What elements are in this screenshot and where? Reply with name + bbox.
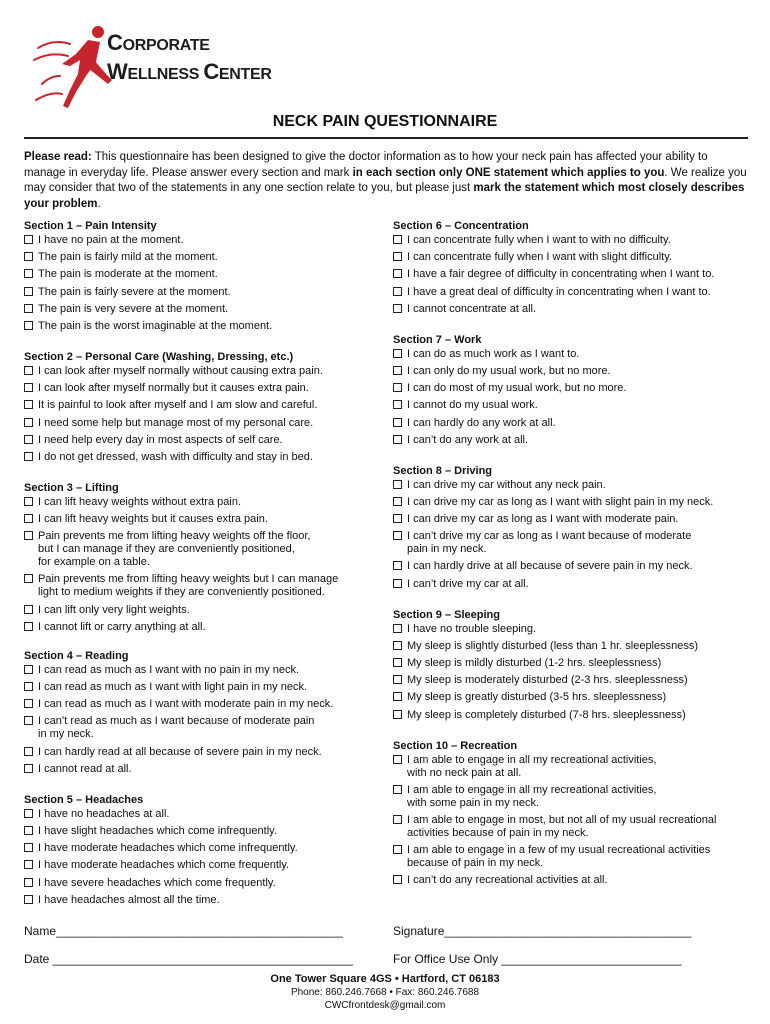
signature-field[interactable]: Signature_____________________________________	[393, 924, 692, 938]
option-label: I can drive my car as long as I want with slight pain in my neck.	[407, 495, 714, 508]
option-label: I can look after myself normally without causing extra pain.	[38, 364, 323, 377]
checkbox[interactable]	[24, 435, 33, 444]
option-label: I am able to engage in all my recreational activities, with some pain in my neck.	[407, 783, 657, 809]
checkbox[interactable]	[393, 418, 402, 427]
question-section	[393, 218, 753, 316]
checkbox[interactable]	[24, 878, 33, 887]
question-section	[393, 738, 753, 888]
option-label: I can drive my car without any neck pain.	[407, 478, 606, 491]
answer-option[interactable]	[24, 715, 384, 741]
contact-info	[0, 973, 770, 1012]
option-label: I have severe headaches which come frequently.	[38, 876, 276, 889]
option-label: I can lift heavy weights without extra pain.	[38, 495, 241, 508]
section-title: Section 3 – Lifting	[24, 481, 119, 494]
answer-option[interactable]	[393, 814, 753, 840]
question-section	[24, 648, 384, 776]
option-label: I have no trouble sleeping.	[407, 622, 537, 635]
option-label: I have no headaches at all.	[38, 807, 170, 820]
option-label: I can concentrate fully when I want to with no difficulty.	[407, 234, 671, 246]
answer-option[interactable]	[24, 621, 384, 634]
option-label: I am able to engage in all my recreational activities, with no neck pain at all.	[407, 753, 657, 779]
option-label: I need help every day in most aspects of self care.	[38, 433, 283, 446]
option-label: I can lift heavy weights but it causes extra pain.	[38, 513, 268, 526]
option-label: I have moderate headaches which come frequently.	[38, 859, 290, 872]
checkbox[interactable]	[24, 252, 33, 261]
answer-option[interactable]	[24, 859, 384, 872]
answer-option[interactable]	[393, 365, 753, 378]
option-label: I do not get dressed, wash with difficulty and stay in bed.	[38, 450, 313, 463]
answer-option[interactable]	[24, 399, 384, 412]
option-label: It is painful to look after myself and I am slow and careful.	[38, 399, 318, 412]
option-label: I cannot read at all.	[38, 762, 132, 775]
answer-option[interactable]	[393, 479, 753, 492]
answer-option[interactable]	[24, 303, 384, 316]
answer-option[interactable]	[393, 674, 753, 687]
checkbox[interactable]	[393, 304, 402, 313]
answer-option[interactable]	[393, 303, 753, 316]
option-label: I cannot lift or carry anything at all.	[38, 620, 206, 633]
checkbox[interactable]	[393, 561, 402, 570]
checkbox[interactable]	[24, 400, 33, 409]
option-label: I can read as much as I want with light pain in my neck.	[38, 681, 308, 693]
checkbox[interactable]	[393, 692, 402, 701]
answer-option[interactable]	[24, 496, 384, 509]
answer-option[interactable]	[24, 234, 384, 247]
checkbox[interactable]	[393, 675, 402, 684]
answer-option[interactable]	[24, 664, 384, 677]
option-label: The pain is fairly mild at the moment.	[38, 251, 218, 264]
checkbox[interactable]	[24, 682, 33, 691]
option-label: The pain is very severe at the moment.	[38, 302, 229, 315]
answer-option[interactable]	[24, 268, 384, 281]
question-section	[393, 332, 753, 447]
checkbox[interactable]	[24, 895, 33, 904]
checkbox[interactable]	[24, 304, 33, 313]
answer-option[interactable]	[393, 399, 753, 412]
left-column	[24, 218, 384, 911]
option-label: I need some help but manage most of my personal care.	[38, 416, 314, 429]
answer-option[interactable]	[24, 251, 384, 264]
checkbox[interactable]	[393, 269, 402, 278]
question-section	[24, 792, 384, 907]
checkbox[interactable]	[393, 755, 402, 764]
answer-option[interactable]	[393, 434, 753, 447]
checkbox[interactable]	[24, 699, 33, 708]
answer-option[interactable]	[24, 877, 384, 890]
section-title: Section 2 – Personal Care (Washing, Dressing, etc.)	[24, 350, 294, 363]
checkbox[interactable]	[393, 252, 402, 261]
question-section	[24, 349, 384, 464]
answer-option[interactable]	[24, 434, 384, 447]
checkbox[interactable]	[393, 235, 402, 244]
option-label: I can drive my car as long as I want with moderate pain.	[407, 513, 679, 526]
right-column	[393, 218, 753, 892]
answer-option[interactable]	[24, 451, 384, 464]
checkbox[interactable]	[393, 383, 402, 392]
checkbox[interactable]	[393, 641, 402, 650]
option-label: I can hardly do any work at all.	[407, 416, 556, 429]
checkbox[interactable]	[393, 497, 402, 506]
checkbox[interactable]	[393, 658, 402, 667]
section-title: Section 6 – Concentration	[393, 220, 529, 232]
checkbox[interactable]	[24, 531, 33, 540]
answer-option[interactable]	[393, 286, 753, 299]
option-label: Pain prevents me from lifting heavy weights but I can manage light to medium weights if they are conveniently positioned.	[38, 573, 339, 599]
answer-option[interactable]	[393, 496, 753, 509]
answer-option[interactable]	[24, 763, 384, 776]
question-section	[24, 480, 384, 634]
answer-option[interactable]	[393, 844, 753, 870]
section-title: Section 5 – Headaches	[24, 793, 144, 806]
option-label: I can lift only very light weights.	[38, 603, 190, 616]
answer-option[interactable]	[393, 691, 753, 704]
option-label: The pain is moderate at the moment.	[38, 268, 218, 281]
section-title: Section 9 – Sleeping	[393, 608, 500, 621]
answer-option[interactable]	[393, 348, 753, 361]
checkbox[interactable]	[393, 480, 402, 489]
answer-option[interactable]	[393, 709, 753, 722]
brand-name: CORPORATE WELLNESS CENTER	[107, 30, 272, 84]
checkbox[interactable]	[24, 764, 33, 773]
checkbox[interactable]	[24, 716, 33, 725]
answer-option[interactable]	[24, 681, 384, 694]
option-label: Pain prevents me from lifting heavy weights off the floor, but I can manage if they are conveniently positioned, for example on a table.	[38, 530, 311, 569]
option-label: I can’t read as much as I want because of moderate pain in my neck.	[38, 715, 315, 741]
answer-option[interactable]	[393, 657, 753, 670]
option-label: My sleep is greatly disturbed (3-5 hrs. sleeplessness)	[407, 691, 667, 704]
section-title: Section 7 – Work	[393, 333, 482, 346]
option-label: I am able to engage in a few of my usual recreational activities because of pain in my neck.	[407, 844, 711, 870]
answer-option[interactable]	[393, 784, 753, 810]
answer-option[interactable]	[24, 513, 384, 526]
answer-option[interactable]	[24, 808, 384, 821]
checkbox[interactable]	[393, 366, 402, 375]
option-label: I can’t do any work at all.	[407, 433, 529, 446]
checkbox[interactable]	[24, 665, 33, 674]
checkbox[interactable]	[24, 235, 33, 244]
option-label: I can hardly read at all because of severe pain in my neck.	[38, 745, 322, 758]
answer-option[interactable]	[393, 530, 753, 556]
answer-option[interactable]	[24, 894, 384, 907]
option-label: I can do as much work as I want to.	[407, 347, 580, 360]
checkbox[interactable]	[24, 366, 33, 375]
address-text: One Tower Square 4GS • Hartford, CT 06183	[270, 973, 500, 985]
question-section	[24, 218, 384, 333]
email-text: CWCfrontdesk@gmail.com	[324, 1000, 446, 1011]
checkbox[interactable]	[24, 497, 33, 506]
checkbox[interactable]	[24, 605, 33, 614]
checkbox[interactable]	[24, 826, 33, 835]
answer-option[interactable]	[393, 268, 753, 281]
option-label: My sleep is completely disturbed (7-8 hrs. sleeplessness)	[407, 708, 686, 721]
checkbox[interactable]	[24, 321, 33, 330]
checkbox[interactable]	[24, 383, 33, 392]
answer-option[interactable]	[24, 825, 384, 838]
answer-option[interactable]	[24, 530, 384, 569]
option-label: The pain is the worst imaginable at the moment.	[38, 319, 273, 332]
name-field[interactable]: Name___________________________________________	[24, 924, 343, 938]
answer-option[interactable]	[393, 417, 753, 430]
checkbox[interactable]	[393, 400, 402, 409]
section-title: Section 4 – Reading	[24, 649, 129, 662]
section-title: Section 8 – Driving	[393, 464, 493, 477]
option-label: I can concentrate fully when I want with slight difficulty.	[407, 251, 672, 264]
answer-option[interactable]	[24, 286, 384, 299]
answer-option[interactable]	[24, 382, 384, 395]
checkbox[interactable]	[393, 435, 402, 444]
answer-option[interactable]	[24, 365, 384, 378]
question-section	[393, 463, 753, 591]
option-label: I have slight headaches which come infrequently.	[38, 824, 277, 837]
option-label: I can hardly drive at all because of severe pain in my neck.	[407, 560, 693, 573]
answer-option[interactable]	[393, 234, 753, 247]
checkbox[interactable]	[393, 624, 402, 633]
option-label: I can’t do any recreational activities at all.	[407, 874, 608, 887]
answer-option[interactable]	[24, 842, 384, 855]
intro-text: Please read: This questionnaire has been designed to give the doctor information as to how your neck pain has affected your ability to manage in everyday life. Please answer every section and mark in each section only ONE statement which applies to you. We realize you may consider that two of the statements in any one section relate to you, but please just mark the statement which most closely describes your problem.	[24, 151, 747, 210]
checkbox[interactable]	[24, 418, 33, 427]
option-label: I can’t drive my car at all.	[407, 577, 529, 590]
option-label: I can read as much as I want with moderate pain in my neck.	[38, 698, 334, 711]
checkbox[interactable]	[393, 845, 402, 854]
title-divider	[24, 137, 748, 139]
answer-option[interactable]	[24, 698, 384, 711]
option-label: The pain is fairly severe at the moment.	[38, 285, 231, 298]
page-title: NECK PAIN QUESTIONNAIRE	[272, 113, 498, 130]
section-title: Section 10 – Recreation	[393, 739, 518, 752]
option-label: My sleep is moderately disturbed (2-3 hrs. sleeplessness)	[407, 674, 688, 687]
option-label: I cannot concentrate at all.	[407, 302, 537, 315]
checkbox[interactable]	[393, 815, 402, 824]
answer-option[interactable]	[24, 604, 384, 617]
answer-option[interactable]	[393, 578, 753, 591]
checkbox[interactable]	[24, 747, 33, 756]
office-use-field[interactable]: For Office Use Only ___________________________	[393, 952, 682, 966]
answer-option[interactable]	[24, 320, 384, 333]
option-label: My sleep is slightly disturbed (less than 1 hr. sleeplessness)	[407, 639, 699, 652]
checkbox[interactable]	[24, 452, 33, 461]
runner-logo-icon	[28, 20, 118, 115]
checkbox[interactable]	[393, 785, 402, 794]
checkbox[interactable]	[24, 860, 33, 869]
answer-option[interactable]	[393, 560, 753, 573]
option-label: I can’t drive my car as long as I want because of moderate pain in my neck.	[407, 530, 692, 556]
phone-text: Phone: 860.246.7668 • Fax: 860.246.7688	[290, 987, 480, 998]
checkbox[interactable]	[24, 622, 33, 631]
answer-option[interactable]	[393, 382, 753, 395]
option-label: I cannot do my usual work.	[407, 399, 538, 412]
section-title: Section 1 – Pain Intensity	[24, 220, 157, 232]
option-label: I have no pain at the moment.	[38, 234, 184, 246]
checkbox[interactable]	[24, 287, 33, 296]
checkbox[interactable]	[24, 843, 33, 852]
option-label: I have moderate headaches which come infrequently.	[38, 842, 298, 855]
checkbox[interactable]	[24, 514, 33, 523]
option-label: I have a fair degree of difficulty in concentrating when I want to.	[407, 268, 715, 281]
checkbox[interactable]	[24, 269, 33, 278]
answer-option[interactable]	[393, 640, 753, 653]
checkbox[interactable]	[24, 574, 33, 583]
question-section	[393, 607, 753, 722]
answer-option[interactable]	[24, 573, 384, 599]
checkbox[interactable]	[393, 514, 402, 523]
checkbox[interactable]	[393, 875, 402, 884]
option-label: I can only do my usual work, but no more.	[407, 364, 611, 377]
option-label: I have a great deal of difficulty in concentrating when I want to.	[407, 285, 711, 298]
date-field[interactable]: Date _____________________________________________	[24, 952, 354, 966]
option-label: I am able to engage in most, but not all of my usual recreational activities because of pain in my neck.	[407, 813, 717, 839]
option-label: I have headaches almost all the time.	[38, 893, 220, 906]
option-label: I can do most of my usual work, but no more.	[407, 382, 627, 395]
checkbox[interactable]	[393, 579, 402, 588]
answer-option[interactable]	[24, 417, 384, 430]
checkbox[interactable]	[393, 349, 402, 358]
option-label: I can look after myself normally but it causes extra pain.	[38, 382, 309, 395]
answer-option[interactable]	[393, 623, 753, 636]
checkbox[interactable]	[393, 531, 402, 540]
answer-option[interactable]	[393, 754, 753, 780]
checkbox[interactable]	[24, 809, 33, 818]
option-label: I can read as much as I want with no pain in my neck.	[38, 663, 300, 676]
answer-option[interactable]	[393, 251, 753, 264]
checkbox[interactable]	[393, 287, 402, 296]
answer-option[interactable]	[393, 513, 753, 526]
answer-option[interactable]	[393, 874, 753, 887]
option-label: My sleep is mildly disturbed (1-2 hrs. sleeplessness)	[407, 657, 662, 669]
checkbox[interactable]	[393, 710, 402, 719]
answer-option[interactable]	[24, 746, 384, 759]
